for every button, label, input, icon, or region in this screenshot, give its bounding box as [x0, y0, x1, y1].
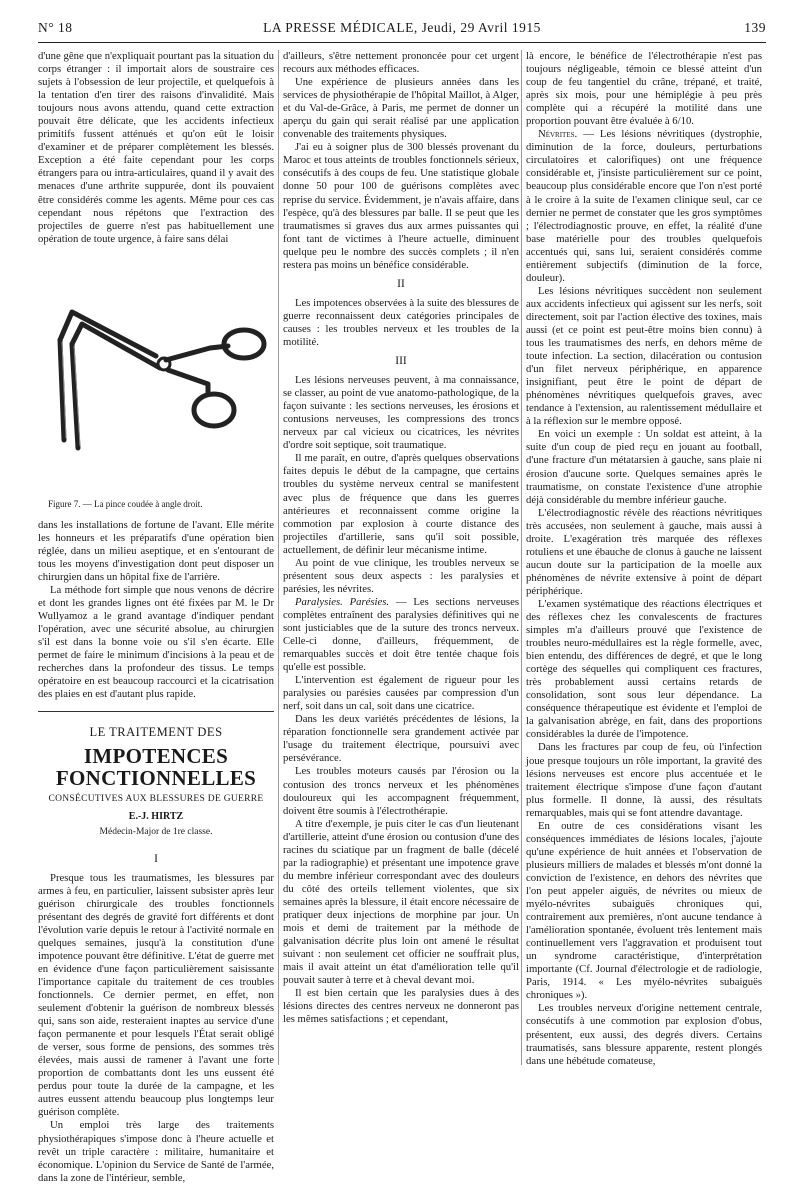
- paragraph: Les impotences observées à la suite des blessures de guerre reconnaissent deux catégories principales de causes : les troubles nerveux et les troubles de la motilité.: [283, 296, 519, 348]
- paragraph: Un emploi très large des traitements physiothérapiques s'impose donc à l'heure actuelle et revêt un triple caractère : militaire, humanitaire et économique. L'opinion du Service de Santé de l'armée, dans la zone de l'intérieur, semble,: [38, 1119, 274, 1184]
- paragraph-lead: Névrites.: [538, 128, 578, 141]
- column-3: [526, 50, 762, 1068]
- paragraph: [526, 128, 762, 285]
- figure-caption: Figure 7. — La pince coudée à angle droit.: [48, 498, 203, 509]
- paragraph: Il me paraît, en outre, d'après quelques observations faites depuis le début de la campagne, que certains troubles du système nerveux central se manifestent avec plus de fréquence que dans les guerres antérieures et reconnaissent comme origine la commotion par explosion à courte distance des projectiles d'artillerie, sans qu'il soit possible, actuellement, de définir leur mécanisme intime.: [283, 452, 519, 556]
- paragraph: d'une gêne que n'expliquait pourtant pas la situation du corps étranger : il importait alors de soustraire ces sujets à l'obsession de leur projectile, et quelquefois à la tentation d'en tirer des raisons d'invalidité. Mais toujours nous avons attendu, quand cette extraction pouvait être délicate, que les accidents infectieux primitifs fussent atténués et qu'on eût le loisir d'examiner et de préparer complètement les blessés. Exception a été faite cependant pour les corps étrangers para ou intra-articulaires, quand il y avait des menaces d'une arthrite suppurée, dont ils pouvaient être considérés comme les agents. Même pour ces cas cependant nous répétons que l'extraction des projectiles de guerre n'est pas habituellement une opération de toute urgence, à faire sans délai: [38, 50, 274, 245]
- article-divider: [38, 711, 274, 712]
- paragraph: Les troubles nerveux d'origine nettement centrale, consécutifs à une commotion par explosion d'obus, présentent, eux aussi, des degrés divers. Certains traumatisés, sans blessure apparente, restent plongés dans une hébétude comateuse,: [526, 1002, 762, 1067]
- article-subtitle: CONSÉCUTIVES AUX BLESSURES DE GUERRE: [48, 794, 264, 805]
- paragraph: L'intervention est également de rigueur pour les paralysies ou parésies causées par compression d'un nerf, soit dans un cal, soit dans une cicatrice.: [283, 674, 519, 713]
- paragraph: En outre de ces considérations visant les conséquences immédiates de lésions locales, j'ajoute qu'une expérience de huit années et l'observation de plusieurs milliers de malades et blessés m'ont donné la conviction de l'existence, en dehors des névrites que l'on peut appeler aiguës, de névrites ou mieux de myélo-névrites subaiguës chroniques qui, contrairement aux premières, n'ont aucune tendance à l'amélioration spontanée, évoluent très lentement mais continuellement vers l'aggravation et produisent tout un syndrome caractéristique, d'interprétation importante (Cf. Journal d'électrologie et de radiologie, Paris, 1914. « Les myélo-névrites subaiguës chroniques »).: [526, 819, 762, 1002]
- column-divider: [521, 50, 522, 1065]
- paragraph: Les troubles moteurs causés par l'érosion ou la contusion des troncs nerveux et les phénomènes douloureux qui les accompagnent fréquemment, doivent être soumis à l'électrothérapie.: [283, 765, 519, 817]
- paragraph: En voici un exemple : Un soldat est atteint, à la suite d'un coup de pied reçu en jouant au football, d'une fracture d'un métatarsien à gauche, sans plaie ni érosion d'aucune sorte. Quelques semaines après le traumatisme, on constate l'existence d'une atrophie déjà considérable du membre inférieur gauche.: [526, 428, 762, 506]
- author-name: E.-J. HIRTZ: [128, 811, 184, 823]
- paragraph: Une expérience de plusieurs années dans les services de physiothérapie de l'hôpital Maillot, à Alger, et du Val-de-Grâce, à Paris, me permet de donner un aperçu du gain qui serait réalisé par une application convenable des traitements physiques.: [283, 76, 519, 141]
- section-heading: II: [397, 277, 405, 290]
- paragraph: Les lésions névritiques succèdent non seulement aux accidents infectieux qui agissent sur les nerfs, soit directement, soit par l'action élective des toxines, mais aussi (et ce point est peut-être moins bien connu) à tous les traumatismes des nerfs, en dehors même de toute infection. La section, dilacération ou contusion d'un filet nerveux périphérique, en apparence insignifiant, peut être le point de départ de phénomènes névritiques quelquefois graves, avec tendance à l'extension, au ralentissement médullaire et à la réflexion sur le membre opposé.: [526, 284, 762, 428]
- paragraph: L'électrodiagnostic révèle des réactions névritiques très accusées, non seulement à gauche, mais aussi à droite. L'exagération très marquée des réflexes rotuliens et une ébauche de clonus à gauche ne laissent aucun doute sur la participation de la moelle aux phénomènes de névrite extensive à point de départ périphérique.: [526, 506, 762, 597]
- article-title: IMPOTENCES FONCTIONNELLES: [55, 744, 257, 791]
- paragraph-text: — Les sections nerveuses complètes entraînent des paralysies définitives qui ne sont justiciables que de la suture des troncs nerveux. Celle-ci donne, d'ailleurs, fréquemment, de remarquables succès et doit être tentée chaque fois qu'elle est possible.: [283, 595, 519, 674]
- journal-title: LA PRESSE MÉDICALE, Jeudi, 29 Avril 1915: [263, 20, 541, 35]
- section-heading: I: [154, 852, 158, 865]
- paragraph: Presque tous les traumatismes, les blessures par armes à feu, en particulier, laissent subsister après leur guérison chirurgicale des troubles fonctionnels présentant des degrés de gravité fort différents et dont l'évolution varie depuis le retour à l'activité normale en quelques semaines, jusqu'à la constitution d'une impotence pouvant être définitive. L'état de guerre met en évidence d'une façon particulièrement saisissante l'importance capitale du traitement de ces troubles fonctionnels. Ce dernier permet, en effet, non seulement d'obtenir la guérison de nombreux blessés qui, sans son aide, resteraient inaptes au service d'une façon permanente et pour lesquels l'État serait obligé de verser, sous forme de pensions, des sommes très élevées, mais aussi de ramener à l'avant une forte proportion de combattants dont les uns eussent été perdus pour toute la durée de la campagne, et les autres eussent attendu beaucoup plus longtemps leur guérison complète.: [38, 871, 274, 1119]
- paragraph: Au point de vue clinique, les troubles nerveux se présentent sous deux aspects : les paralysies et parésies, les névrites.: [283, 556, 519, 595]
- section-heading: III: [395, 355, 407, 368]
- page-header: [38, 18, 766, 40]
- paragraph: J'ai eu à soigner plus de 300 blessés provenant du Maroc et tous atteints de troubles fonctionnels sérieux, consécutifs à des coups de feu. Une statistique globale donne 50 pour 100 de guérisons complètes avec reprise du service. Évidemment, je n'avais affaire, dans l'espèce, qu'à des blessures par balle. Il se peut que les traumatismes si graves dus aux armes puissantes qui font tant de victimes à l'heure actuelle, diminuent quelque peu le nombre des succès complets ; il n'en restera pas moins un bénéfice considérable.: [283, 141, 519, 271]
- paragraph: La méthode fort simple que nous venons de décrire et dont les grandes lignes ont été fixées par M. le Dr Wullyamoz a le grand avantage d'indiquer pendant l'opération, avec une sécurité absolue, au chirurgien s'il est dans la bonne voie ou s'il s'en écarte. Elle permet de faire le minimum d'incisions à la peau et de recherches dans la profondeur des tissus. Le temps opératoire en est beaucoup raccourci et la cicatrisation des plaies en est d'autant plus rapide.: [38, 583, 274, 701]
- issue-number: N° 18: [38, 20, 73, 35]
- forceps-illustration: [38, 252, 274, 502]
- paragraph: Il est bien certain que les paralysies dues à des lésions directes des centres nerveux ne donneront pas les mêmes satisfactions ; et cependant,: [283, 987, 519, 1026]
- figure-7: [38, 252, 274, 517]
- paragraph: d'ailleurs, s'être nettement prononcée pour cet urgent recours aux méthodes efficaces.: [283, 50, 519, 76]
- header-rule: [38, 42, 766, 43]
- page-number: 139: [744, 20, 766, 35]
- paragraph: L'examen systématique des réactions électriques et des réflexes chez les convalescents de fractures simples m'a d'ailleurs prouvé que l'existence de troubles neuro-médullaires est la règle formelle, avec, bien entendu, des différences de degré, et que le long cortège des séquelles qui compliquent ces fractures, très probablement aussi certains retards de consolidation, sont sous leur dépendance. La conséquence thérapeutique est évidente et l'emploi de la galvanisation abrège, en fait, dans des proportions considérables la durée de l'impotence.: [526, 597, 762, 741]
- column-2: [283, 50, 519, 1026]
- column-divider: [278, 50, 279, 1065]
- column-1: [38, 50, 274, 1185]
- paragraph: Les lésions nerveuses peuvent, à ma connaissance, se classer, au point de vue anatomo-pathologique, de la façon suivante : les sections nerveuses, les érosions et contusions nerveuses, les compressions des troncs nerveux par cal vicieux ou cicatrices, les névrites d'ordre soit septique, soit traumatique.: [283, 374, 519, 452]
- author-title: Médecin-Major de 1re classe.: [99, 826, 213, 837]
- paragraph-text: — Les lésions névritiques (dystrophie, diminution de la force, douleurs, perturbations circulatoires et calorifiques) ont une fréquence considérable et, j'insiste particulièrement sur ce point, beaucoup plus considérable encore que l'on n'est porté à le croire à la suite de l'examen clinique seul, car ce dernier ne permet de constater que les gros symptômes ; l'électrodiagnostic prouve, en effet, la réalité d'une base matérielle pour des troubles quelquefois accentués qui, sans lui, seraient considérés comme entièrement subjectifs (diminution de la force, douleur).: [526, 128, 762, 284]
- paragraph-lead: Paralysies. Parésies.: [295, 595, 390, 608]
- paragraph: Dans les deux variétés précédentes de lésions, la réparation fonctionnelle sera grandement activée par l'usage du traitement électrique, poursuivi avec persévérance.: [283, 713, 519, 765]
- paragraph: A titre d'exemple, je puis citer le cas d'un lieutenant d'artillerie, atteint d'une érosion ou contusion d'une des racines du sciatique par un fragment de balle (décelé par la radiographie) et présentant une impotence grave du membre inférieur correspondant avec des douleurs du côté des orteils tellement violentes, que six semaines après la blessure, il était encore nécessaire de pratiquer deux injections de morphine par jour. Un mois et demi de traitement par la méthode de galvanisation décrite plus loin ont amené le résultat suivant : non seulement cet officier ne souffrait plus, mais il avait atteint un état d'amélioration telle qu'il pouvait sauter à terre et à cheval devant moi.: [283, 817, 519, 987]
- paragraph: là encore, le bénéfice de l'électrothérapie n'est pas toujours négligeable, témoin ce blessé atteint d'un coup de feu tangentiel du crâne, trépané, et traité, après six mois, pour une hémiplégie à peu près complète qui a récupéré la motilité dans une proportion pouvant être évaluée à 6/10.: [526, 50, 762, 128]
- paragraph: Dans les fractures par coup de feu, où l'infection joue presque toujours un rôle important, la gravité des lésions nerveuses est encore plus accentuée et le traitement électrique s'impose d'une façon d'autant plus formelle. Il donne, là aussi, des résultats remarquables, mais qui se font attendre davantage.: [526, 741, 762, 819]
- paragraph: [283, 596, 519, 674]
- article-kicker: LE TRAITEMENT DES: [89, 725, 223, 740]
- paragraph: dans les installations de fortune de l'avant. Elle mérite les honneurs et les préparatifs d'une opération bien réglée, dans un milieu aseptique, et en s'entourant de tous les moyens d'investigation dont peut disposer un chirurgien dans un hôpital fixe de l'arrière.: [38, 518, 274, 583]
